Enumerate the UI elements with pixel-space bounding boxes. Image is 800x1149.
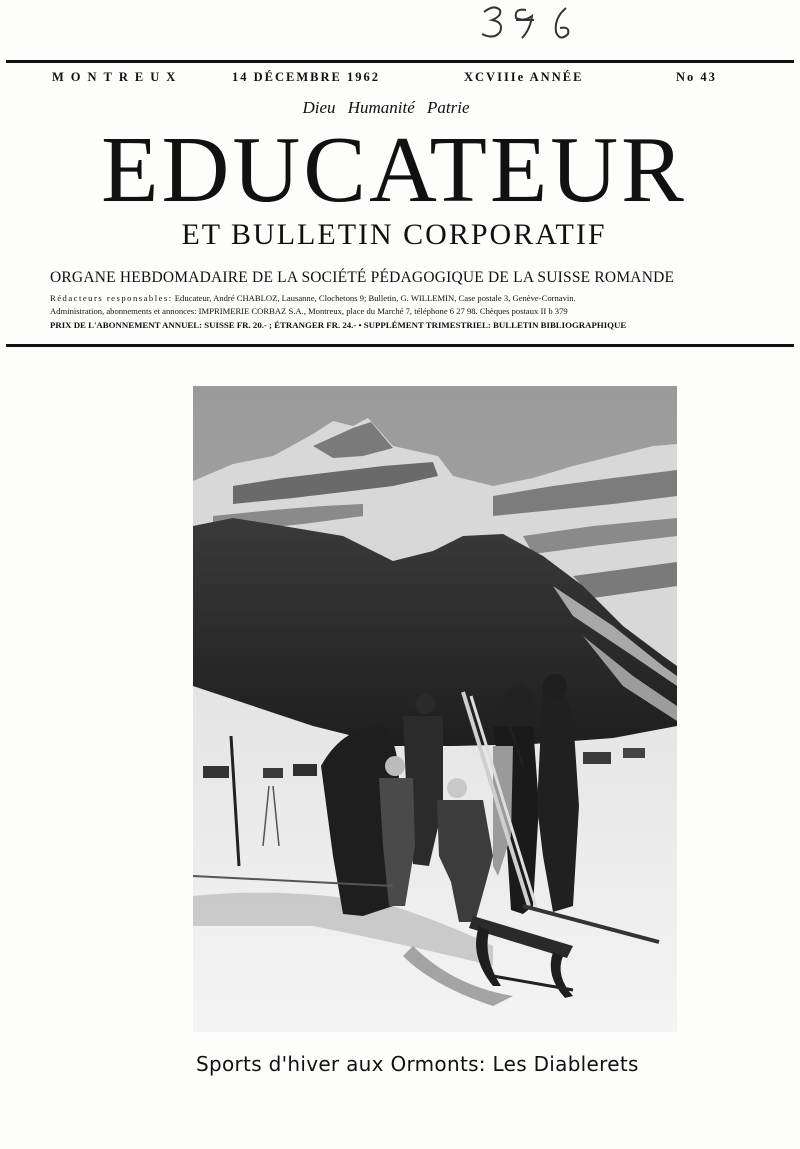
top-rule — [6, 60, 794, 63]
cover-photo — [193, 386, 677, 1032]
editors-label: Rédacteurs responsables: — [50, 293, 173, 303]
bottom-rule — [6, 344, 794, 347]
editors-text: Educateur, André CHABLOZ, Lausanne, Clochetons 9; Bulletin, G. WILLEMIN, Case postale 3, Genève-Cornavin. — [174, 293, 576, 303]
publisher-line: ORGANE HEBDOMADAIRE DE LA SOCIÉTÉ PÉDAGOGIQUE DE LA SUISSE ROMANDE — [50, 269, 675, 286]
dateline-city: MONTREUX — [52, 70, 183, 84]
dateline-issue-number: No 43 — [676, 70, 717, 84]
editors-line — [50, 293, 750, 303]
handwritten-page-number — [478, 2, 588, 48]
administration-line: Administration, abonnements et annonces: IMPRIMERIE CORBAZ S.A., Montreux, place du Marché 7, téléphone 6 27 98. Chèques postaux II b 379 — [50, 306, 568, 316]
dateline-volume: XCVIIIe ANNÉE — [464, 70, 584, 84]
dateline-date: 14 DÉCEMBRE 1962 — [232, 70, 380, 84]
subscription-line: PRIX DE L'ABONNEMENT ANNUEL: SUISSE FR. 20.- ; ÉTRANGER FR. 24.- • SUPPLÉMENT TRIMESTRIEL: BULLETIN BIBLIOGRAPHIQUE — [50, 320, 627, 330]
masthead-title: EDUCATEUR — [101, 118, 687, 222]
masthead-subtitle: ET BULLETIN CORPORATIF — [181, 218, 607, 251]
winter-sports-photo — [193, 386, 677, 1032]
photo-caption: Sports d'hiver aux Ormonts: Les Diablerets — [196, 1052, 639, 1076]
motto: Dieu Humanité Patrie — [302, 98, 470, 117]
dateline — [52, 70, 742, 86]
